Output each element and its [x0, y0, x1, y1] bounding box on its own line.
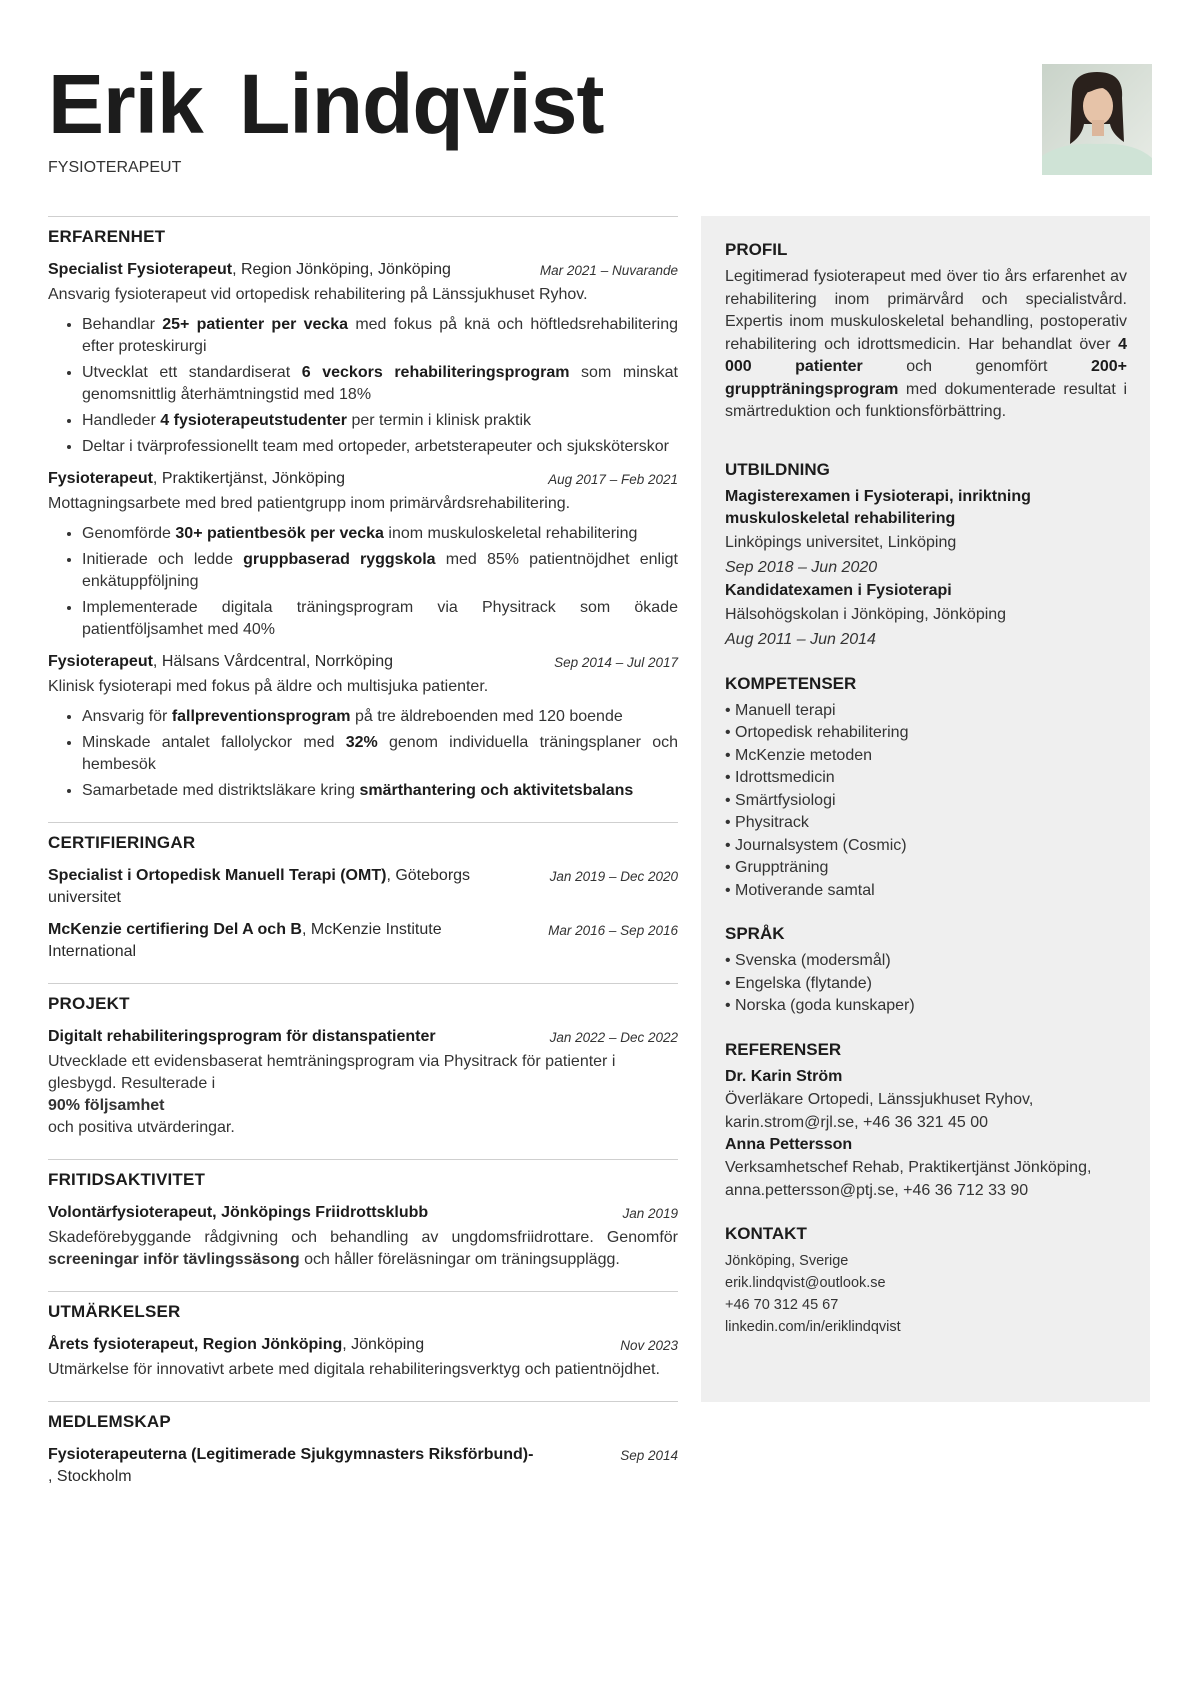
- education-heading: UTBILDNING: [725, 459, 830, 479]
- language-item: • Svenska (modersmål): [725, 950, 1127, 973]
- skill-item: • Idrottsmedicin: [725, 767, 1127, 790]
- skill-item: • McKenzie metoden: [725, 745, 1127, 768]
- projects-section: [48, 983, 678, 1139]
- job-summary: Mottagningsarbete med bred patientgrupp inom primärvårdsrehabilitering.: [48, 495, 571, 512]
- leisure-section: [48, 1159, 678, 1271]
- award-description: Utmärkelse för innovativt arbete med digitala rehabiliteringsverktyg och patientnöjdhet.: [48, 1361, 660, 1378]
- job-bullet: • Genomförde 30+ patientbesök per vecka inom muskuloskeletal rehabilitering: [82, 523, 678, 545]
- profile-heading: PROFIL: [725, 240, 788, 259]
- contact-email[interactable]: erik.lindqvist@outlook.se: [725, 1274, 886, 1291]
- profile-section: [725, 240, 1127, 424]
- certification-date: Mar 2016 – Sep 2016: [548, 923, 678, 938]
- job-date: Mar 2021 – Nuvarande: [539, 263, 678, 278]
- job-employer: , Praktikertjänst, Jönköping: [152, 470, 346, 487]
- skill-item: • Ortopedisk rehabilitering: [725, 722, 1127, 745]
- projects-heading: PROJEKT: [48, 994, 130, 1013]
- project-description: Utvecklade ett evidensbaserat hemträningsprogram via Physitrack för patienter i glesbygd. Resulterade i 90% följsamhet och positiva utvärderingar.: [48, 1053, 616, 1136]
- contact-section: [725, 1224, 1127, 1338]
- job-date: Aug 2017 – Feb 2021: [548, 472, 678, 487]
- job-employer: , Hälsans Vårdcentral, Norrköping: [152, 653, 394, 670]
- job-role: Fysioterapeut: [48, 653, 153, 670]
- job-bullet: • Deltar i tvärprofessionellt team med ortopeder, arbetsterapeuter och sjuksköterskor: [82, 436, 678, 458]
- job-summary: Klinisk fysioterapi med fokus på äldre och multisjuka patienter.: [48, 678, 489, 695]
- job-role: Fysioterapeut: [48, 470, 153, 487]
- job-bullet: • Handleder 4 fysioterapeutstudenter per termin i klinisk praktik: [82, 410, 678, 432]
- profile-photo: [1042, 64, 1152, 175]
- skills-section: [725, 674, 1127, 903]
- job-bullet: • Utvecklat ett standardiserat 6 veckors rehabiliteringsprogram som minskat genomsnittlig återhämtningstid med 18%: [82, 362, 678, 406]
- experience-entry: [48, 651, 678, 802]
- experience-entry: [48, 468, 678, 641]
- leisure-description: Skadeförebyggande rådgivning och behandling av ungdomsfriidrottare. Genomför screeningar inför tävlingssäsong och håller föreläsningar om träningsupplägg.: [48, 1229, 678, 1268]
- reference-entry: Anna Pettersson Verksamhetschef Rehab, Praktikertjänst Jönköping, anna.pettersson@ptj.se, +46 36 712 33 90: [725, 1135, 1092, 1199]
- awards-heading: UTMÄRKELSER: [48, 1302, 181, 1321]
- skill-item: • Gruppträning: [725, 857, 1127, 880]
- leisure-entry: [48, 1202, 678, 1271]
- job-employer: , Region Jönköping, Jönköping: [232, 261, 451, 278]
- job-date: Sep 2014 – Jul 2017: [554, 655, 678, 670]
- skills-heading: KOMPETENSER: [725, 673, 857, 693]
- job-bullet: • Behandlar 25+ patienter per vecka med fokus på knä och höftledsrehabilitering efter proteskirurgi: [82, 314, 678, 358]
- certifications-section: [48, 822, 678, 963]
- skill-item: • Manuell terapi: [725, 700, 1127, 723]
- experience-heading: ERFARENHET: [48, 227, 166, 246]
- award-entry: Årets fysioterapeut, Region Jönköping, Jönköping Nov 2023 Utmärkelse för innovativt arbete med digitala rehabiliteringsverktyg och patientnöjdhet.: [48, 1334, 678, 1381]
- education-entry: Kandidatexamen i Fysioterapi Hälsohögskolan i Jönköping, Jönköping Aug 2011 – Jun 2014: [725, 581, 1007, 648]
- job-bullet: • Initierade och ledde gruppbaserad ryggskola med 85% patientnöjdhet enligt enkätuppföljning: [82, 549, 678, 593]
- references-heading: REFERENSER: [725, 1039, 842, 1059]
- job-title: FYSIOTERAPEUT: [48, 159, 182, 176]
- award-date: Nov 2023: [620, 1338, 678, 1353]
- language-item: • Norska (goda kunskaper): [725, 995, 1127, 1018]
- language-item: • Engelska (flytande): [725, 973, 1127, 996]
- education-section: [725, 460, 1127, 652]
- education-entry: Magisterexamen i Fysioterapi, inriktning muskuloskeletal rehabilitering Linköpings universitet, Linköping Sep 2018 – Jun 2020: [725, 487, 1031, 576]
- experience-entry: [48, 259, 678, 458]
- membership-title: Fysioterapeuterna (Legitimerade Sjukgymnasters Riksförbund)-: [48, 1446, 534, 1463]
- certification-date: Jan 2019 – Dec 2020: [549, 869, 678, 884]
- leisure-date: Jan 2019: [622, 1206, 678, 1221]
- job-bullet: • Ansvarig för fallpreventionsprogram på tre äldreboenden med 120 boende: [82, 706, 678, 728]
- project-title: Digitalt rehabiliteringsprogram för distanspatienter: [48, 1028, 436, 1045]
- leisure-heading: FRITIDSAKTIVITET: [48, 1170, 206, 1189]
- contact-heading: KONTAKT: [725, 1223, 807, 1243]
- job-role: Specialist Fysioterapeut: [48, 261, 233, 278]
- contact-location: Jönköping, Sverige: [725, 1252, 849, 1269]
- membership-heading: MEDLEMSKAP: [48, 1412, 171, 1431]
- project-entry: [48, 1026, 678, 1139]
- job-bullet: • Minskade antalet fallolyckor med 32% genom individuella träningsplaner och hembesök: [82, 732, 678, 776]
- skill-item: • Smärtfysiologi: [725, 790, 1127, 813]
- job-bullet: • Samarbetade med distriktsläkare kring smärthantering och aktivitetsbalans: [82, 780, 678, 802]
- contact-phone: +46 70 312 45 67: [725, 1296, 839, 1313]
- awards-section: [48, 1291, 678, 1381]
- experience-section: [48, 216, 678, 802]
- references-section: [725, 1040, 1127, 1202]
- membership-date: Sep 2014: [620, 1448, 678, 1463]
- languages-heading: SPRÅK: [725, 924, 785, 943]
- job-summary: Ansvarig fysioterapeut vid ortopedisk rehabilitering på Länssjukhuset Ryhov.: [48, 286, 588, 303]
- reference-entry: Dr. Karin Ström Överläkare Ortopedi, Länssjukhuset Ryhov, karin.strom@rjl.se, +46 36 321 45 00: [725, 1067, 1034, 1131]
- languages-section: [725, 924, 1127, 1018]
- candidate-name: Erik Lindqvist: [48, 57, 604, 151]
- certification-entry: McKenzie certifiering Del A och B, McKenzie Institute International Mar 2016 – Sep 2016: [48, 921, 678, 960]
- membership-entry: Fysioterapeuterna (Legitimerade Sjukgymnasters Riksförbund)- , Stockholm Sep 2014: [48, 1446, 678, 1485]
- skill-item: • Journalsystem (Cosmic): [725, 835, 1127, 858]
- sidebar: [701, 216, 1150, 1402]
- certifications-heading: CERTIFIERINGAR: [48, 833, 196, 852]
- contact-linkedin[interactable]: linkedin.com/in/eriklindqvist: [725, 1318, 901, 1335]
- profile-text: Legitimerad fysioterapeut med över tio års erfarenhet av rehabilitering inom primärvård och specialistvård. Expertis inom muskuloskeletal behandling, postoperativ rehabilitering och idrottsmedicin. Har behandlat över 4 000 patienter och genomfört 200+ gruppträningsprogram med dokumenterade resultat i smärtreduktion och funktionsförbättring.: [725, 268, 1127, 420]
- award-title: Årets fysioterapeut, Region Jönköping: [48, 1336, 343, 1353]
- skill-item: • Physitrack: [725, 812, 1127, 835]
- job-bullet: • Implementerade digitala träningsprogram via Physitrack som ökade patientföljsamhet med 40%: [82, 597, 678, 641]
- leisure-title: Volontärfysioterapeut, Jönköpings Friidrottsklubb: [48, 1204, 429, 1221]
- project-date: Jan 2022 – Dec 2022: [549, 1030, 678, 1045]
- membership-section: [48, 1401, 678, 1488]
- skill-item: • Motiverande samtal: [725, 880, 1127, 903]
- certification-entry: Specialist i Ortopedisk Manuell Terapi (OMT), Göteborgs universitet Jan 2019 – Dec 2020: [48, 867, 678, 906]
